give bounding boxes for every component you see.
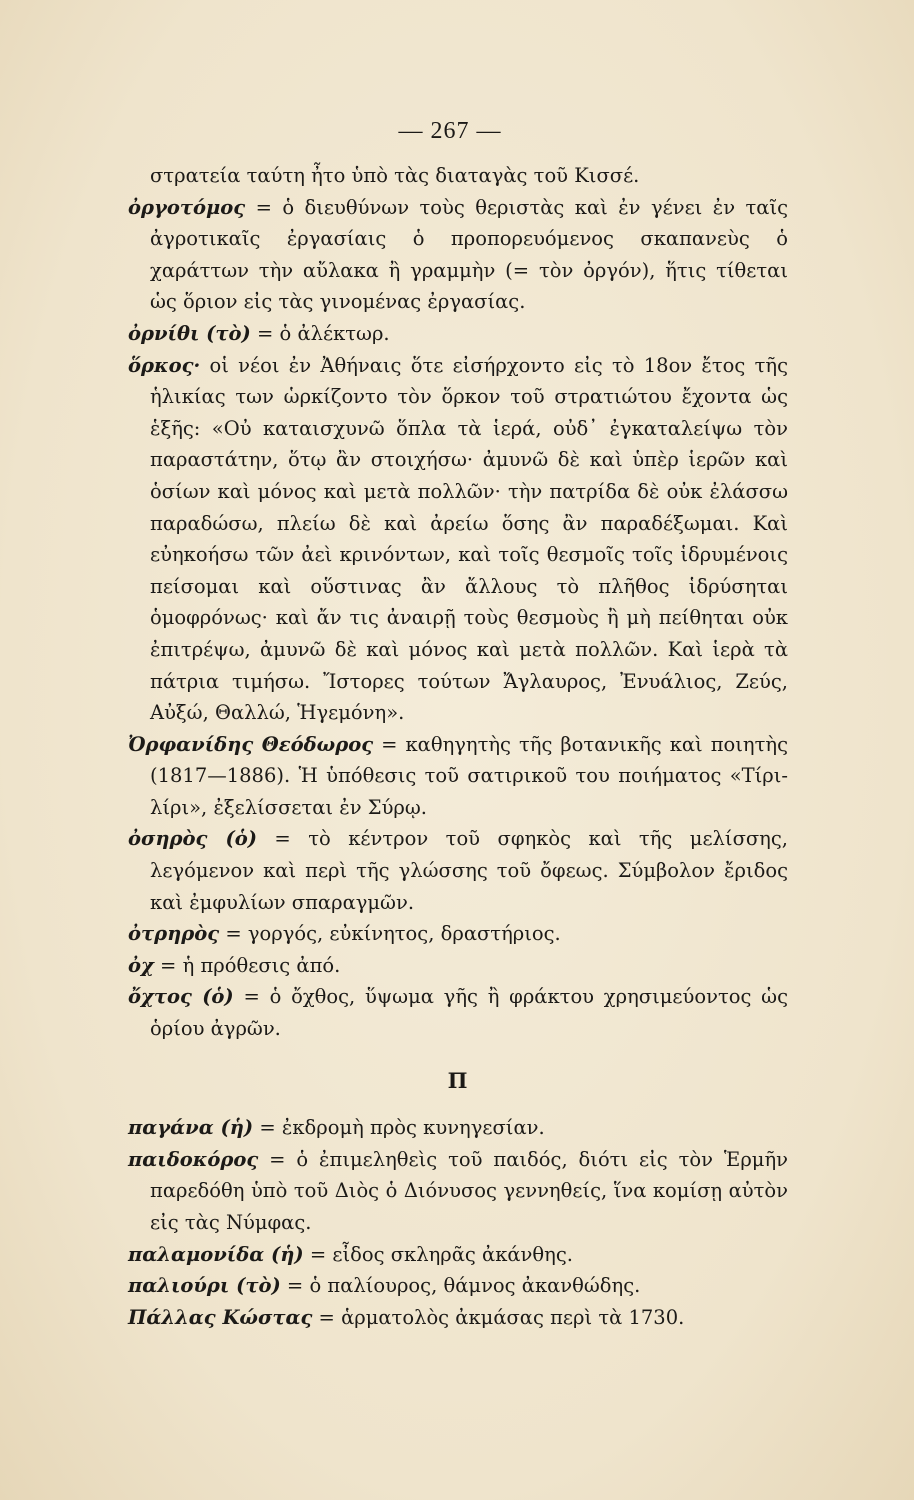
intro-line: στρατεία ταύτη ἦτο ὑπὸ τὰς διαταγὰς τοῦ Κισσέ. [150, 164, 640, 187]
dictionary-entry [128, 1302, 788, 1334]
dictionary-entry [128, 981, 788, 1044]
entry-definition: = ὁ ἀλέκτωρ. [256, 321, 390, 345]
entry-definition: = ὁ ὄχθος, ὕψωμα γῆς ἢ φράκτου χρησιμεύοντος ὡς ὁρίου ἀγρῶν. [150, 985, 788, 1041]
dictionary-entry [128, 192, 788, 318]
entry-definition: = ἐκδρομὴ πρὸς κυνηγεσίαν. [259, 1116, 545, 1140]
page-text [128, 160, 788, 1333]
dictionary-entry [128, 1270, 788, 1302]
entry-headword: ὀτρηρὸς [128, 922, 220, 946]
entry-definition: = ὁ ἐπιμεληθεὶς τοῦ παιδός, διότι εἰς τὸν Ἑρμῆν παρεδόθη ὑπὸ τοῦ Διὸς ὁ Διόνυσος γεννηθείς, ἵνα κομίσῃ αὐτὸν εἰς τὰς Νύμφας. [150, 1147, 788, 1234]
dictionary-entry [128, 1239, 788, 1271]
dictionary-entry [128, 318, 788, 350]
entry-headword: ὄχτος (ὁ) [128, 985, 234, 1009]
dictionary-entry [128, 918, 788, 950]
entry-headword: ὅρκος· [128, 353, 201, 377]
dictionary-entry [128, 823, 788, 918]
section-letter-heading: Π [447, 1067, 469, 1093]
entry-headword: ὀργοτόμος [128, 195, 246, 219]
entry-definition: = τὸ κέντρον τοῦ σφηκὸς καὶ τῆς μελίσσης, λεγόμενον καὶ περὶ τῆς γλώσσης τοῦ ὄφεως. Σύμβολον ἔριδος καὶ ἐμφυλίων σπαραγμῶν. [150, 827, 788, 914]
dictionary-entry [128, 1144, 788, 1239]
entry-definition: = γοργός, εὐκίνητος, δραστήριος. [225, 922, 561, 946]
entry-definition: = ὁ διευθύνων τοὺς θεριστὰς καὶ ἐν γένει ἐν ταῖς ἀγροτικαῖς ἐργασίαις ὁ προπορευόμενος σκαπανεὺς ὁ χαράττων τὴν αὔλακα ἢ γραμμὴν (= τὸν ὀργόν), ἥτις τίθεται ὡς ὅριον εἰς τὰς γινομένας ἐργασίας. [150, 195, 789, 314]
entry-definition: οἱ νέοι ἐν Ἀθήναις ὅτε εἰσήρχοντο εἰς τὸ 18ον ἔτος τῆς ἡλικίας των ὡρκίζοντο τὸν ὅρκον τοῦ στρατιώτου ἔχοντα ὡς ἑξῆς: «Οὐ καταισχυνῶ ὅπλα τὰ ἱερά, οὐδ᾽ ἐγκαταλείψω τὸν παραστάτην, ὅτῳ ἂν στοιχήσω· ἀμυνῶ δὲ καὶ ὑπὲρ ἱερῶν καὶ ὁσίων καὶ μόνος καὶ μετὰ πολλῶν· τὴν πατρίδα δὲ οὐκ ἐλάσσω παραδώσω, πλείω δὲ καὶ ἀρείω ὅσης ἂν παραδέξωμαι. Καὶ εὐηκοήσω τῶν ἀεὶ κρινόντων, καὶ τοῖς θεσμοῖς τοῖς ἱδρυμένοις πείσομαι καὶ οὕστινας ἂν ἄλλους τὸ πλῆθος ἱδρύσηται ὁμοφρόνως· καὶ ἄν τις ἀναιρῇ τοὺς θεσμοὺς ἢ μὴ πείθηται οὐκ ἐπιτρέψω, ἀμυνῶ δὲ καὶ μόνος καὶ μετὰ πολλῶν. Καὶ ἱερὰ τὰ πάτρια τιμήσω. Ἴστορες τούτων Ἄγλαυρος, Ἐνυάλιος, Ζεύς, Αὐξώ, Θαλλώ, Ἡγεμόνη». [150, 353, 788, 725]
entry-definition: = καθηγητὴς τῆς βοτανικῆς καὶ ποιητὴς (1817—1886). Ἡ ὑπόθεσις τοῦ σατιρικοῦ του ποιήματος «Τίρι-λίρι», ἐξελίσσεται ἐν Σύρῳ. [150, 732, 788, 819]
dictionary-entry [128, 1112, 788, 1144]
entry-definition: = εἶδος σκληρᾶς ἀκάνθης. [309, 1242, 573, 1266]
entry-headword: ὀσηρὸς (ὁ) [128, 827, 257, 851]
dictionary-entry [128, 350, 788, 729]
entry-headword: παλιούρι (τὸ) [128, 1274, 281, 1298]
entry-definition: = ἁρματολὸς ἀκμάσας περὶ τὰ 1730. [318, 1305, 685, 1329]
entry-headword: ὀχ [128, 953, 154, 977]
entry-headword: παλαμονίδα (ἡ) [128, 1242, 304, 1266]
dictionary-entry [128, 729, 788, 824]
entry-headword: παγάνα (ἡ) [128, 1116, 254, 1140]
entry-definition: = ἡ πρόθεσις ἀπό. [160, 953, 341, 977]
entry-headword: Ὀρφανίδης Θεόδωρος [128, 732, 374, 756]
entry-headword: Πάλλας Κώστας [128, 1305, 313, 1329]
entry-headword: παιδοκόρος [128, 1147, 259, 1171]
page-number: — 267 — [398, 118, 502, 144]
entry-definition: = ὁ παλίουρος, θάμνος ἀκανθώδης. [286, 1274, 641, 1298]
entry-headword: ὀρνίθι (τὸ) [128, 321, 251, 345]
dictionary-entry [128, 950, 788, 982]
